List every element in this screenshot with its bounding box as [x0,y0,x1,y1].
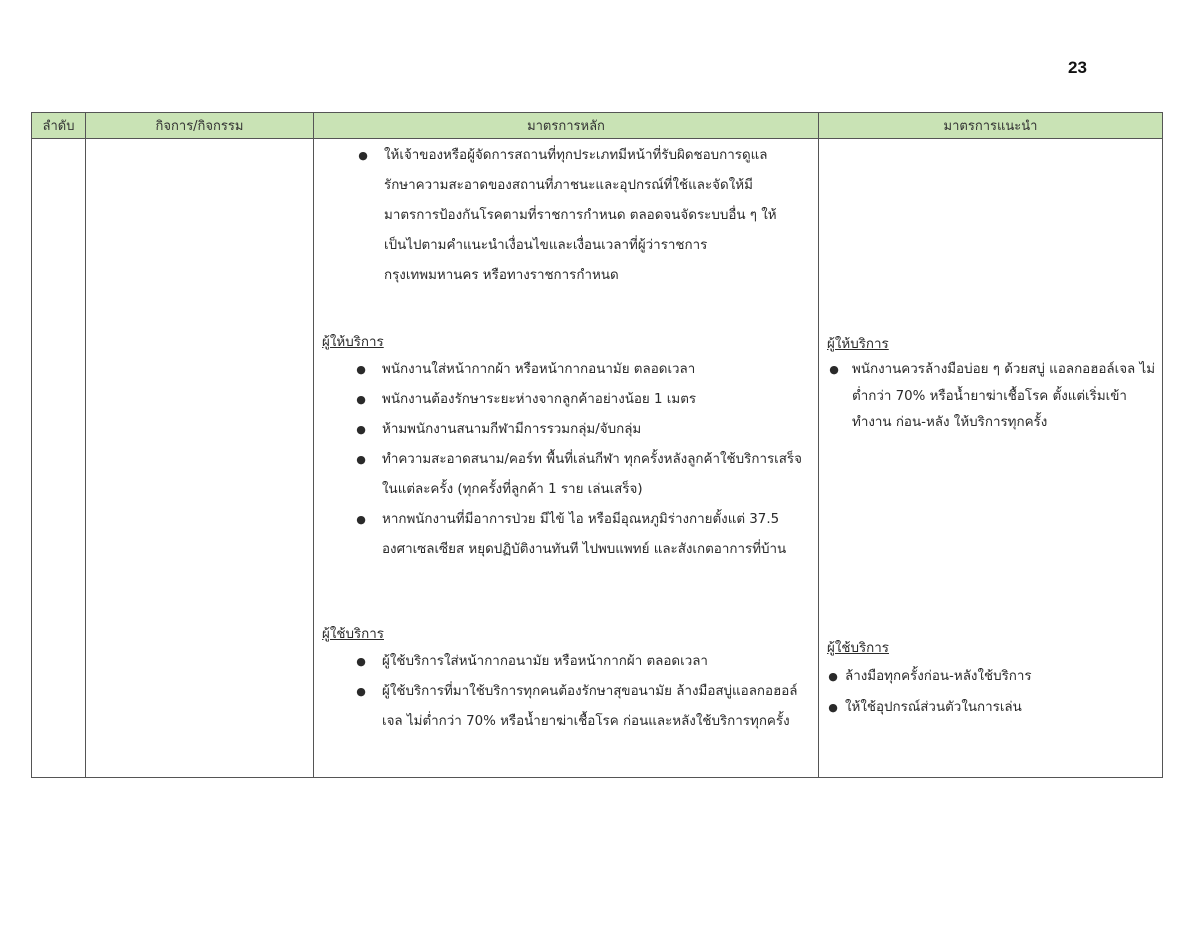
list-item: ● ห้ามพนักงานสนามกีฬามีการรวมกลุ่ม/จับกลุ่ม [352,415,802,445]
main-measures-cell [314,139,819,778]
list-item: ● พนักงานควรล้างมือบ่อย ๆ ด้วยสบู่ แอลกอฮอล์เจล ไม่ต่ำกว่า 70% หรือน้ำยาฆ่าเชื้อโรค ตั้งแต่เริ่มเข้าทำงาน ก่อน-หลัง ให้บริการทุกครั้ง [827,357,1157,437]
list-item: ● ให้เจ้าของหรือผู้จัดการสถานที่ทุกประเภทมีหน้าที่รับผิดชอบการดูแลรักษาความสะอาดของสถานที่ภาชนะและอุปกรณ์ที่ใช้และจัดให้มีมาตรการป้องกันโรคตามที่ราชการกำหนด ตลอดจนจัดระบบอื่น ๆ ให้เป็นไปตามคำแนะนำเงื่อนไขและเงื่อนเวลาที่ผู้ว่าราชการกรุงเทพมหานคร หรือทางราชการกำหนด [354,141,794,291]
bullet-icon: ● [828,670,838,683]
recommended-provider-section [827,333,1157,437]
header-order: ลำดับ [32,113,86,139]
list-item: ● ผู้ใช้บริการที่มาใช้บริการทุกคนต้องรักษาสุขอนามัย ล้างมือสบู่แอลกอฮอล์เจล ไม่ต่ำกว่า 70% หรือน้ำยาฆ่าเชื้อโรค ก่อนและหลังใช้บริการทุกครั้ง [352,677,802,737]
main-user-section [322,623,802,737]
bullet-icon: ● [356,423,366,436]
table-row [32,139,1163,778]
list-item: ● ให้ใช้อุปกรณ์ส่วนตัวในการเล่น [827,692,1157,723]
recommended-user-section [827,637,1157,723]
header-recommended-measures: มาตรการแนะนำ [819,113,1163,139]
page-number: 23 [1068,58,1087,77]
recommended-measures-cell [819,139,1163,778]
list-item: ● พนักงานต้องรักษาระยะห่างจากลูกค้าอย่างน้อย 1 เมตร [352,385,802,415]
bullet-icon: ● [356,685,366,698]
main-provider-section [322,331,802,565]
bullet-icon: ● [358,149,368,162]
list-item: ● หากพนักงานที่มีอาการป่วย มีไข้ ไอ หรือมีอุณหภูมิร่างกายตั้งแต่ 37.5 องศาเซลเซียส หยุดปฏิบัติงานทันที ไปพบแพทย์ และสังเกตอาการที่บ้าน [352,505,802,565]
list-item: ● ผู้ใช้บริการใส่หน้ากากอนามัย หรือหน้ากากผ้า ตลอดเวลา [352,647,802,677]
table-header-row [32,113,1163,139]
header-main-measures: มาตรการหลัก [314,113,819,139]
bullet-icon: ● [356,655,366,668]
activity-cell [86,139,314,778]
order-cell [32,139,86,778]
user-heading: ผู้ใช้บริการ [827,641,889,656]
header-activity: กิจการ/กิจกรรม [86,113,314,139]
user-heading: ผู้ใช้บริการ [322,627,384,642]
bullet-icon: ● [829,363,839,376]
list-item: ● พนักงานใส่หน้ากากผ้า หรือหน้ากากอนามัย ตลอดเวลา [352,355,802,385]
bullet-icon: ● [828,701,838,714]
provider-heading: ผู้ให้บริการ [322,335,384,350]
bullet-icon: ● [356,393,366,406]
general-measures [354,141,794,291]
list-item: ● ล้างมือทุกครั้งก่อน-หลังใช้บริการ [827,661,1157,692]
bullet-icon: ● [356,453,366,466]
list-item: ● ทำความสะอาดสนาม/คอร์ท พื้นที่เล่นกีฬา ทุกครั้งหลังลูกค้าใช้บริการเสร็จในแต่ละครั้ง (ทุกครั้งที่ลูกค้า 1 ราย เล่นเสร็จ) [352,445,802,505]
bullet-icon: ● [356,363,366,376]
bullet-icon: ● [356,513,366,526]
measures-table [31,112,1163,778]
provider-heading: ผู้ให้บริการ [827,337,889,352]
